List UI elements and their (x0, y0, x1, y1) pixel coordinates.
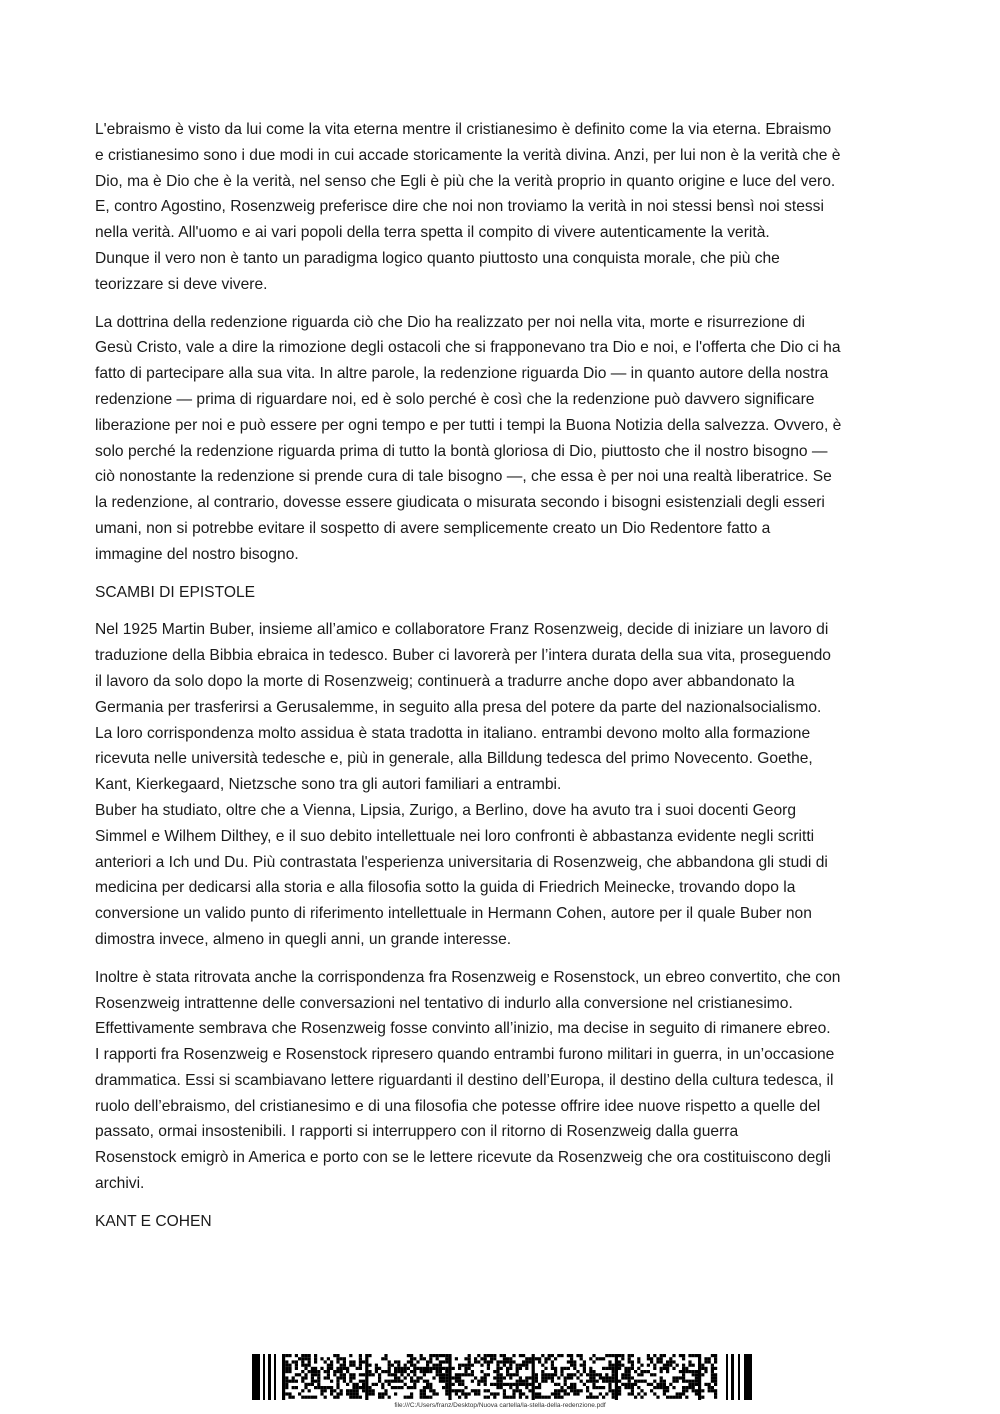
text-line: drammatica. Essi si scambiavano lettere riguardanti il destino dell’Europa, il destino della cultura tedesca, il (95, 1071, 834, 1089)
text-line: solo perché la redenzione riguarda prima di tutto la bontà gloriosa di Dio, piuttosto che il nostro bisogno — (95, 442, 828, 460)
text-line: teorizzare si deve vivere. (95, 275, 268, 293)
text-line: Inoltre è stata ritrovata anche la corrispondenza fra Rosenzweig e Rosenstock, un ebreo convertito, che con (95, 968, 841, 986)
text-line: Rosenzweig intrattenne delle conversazioni nel tentativo di indurlo alla conversione nel cristianesimo. (95, 994, 793, 1012)
paragraph (95, 965, 907, 1197)
text-line: archivi. (95, 1175, 145, 1193)
document-body (95, 117, 907, 1247)
text-line: ruolo dell’ebraismo, del cristianesimo e di una filosofia che potesse offrire idee nuove rispetto a quelle del (95, 1097, 821, 1115)
text-line: Gesù Cristo, vale a dire la rimozione degli ostacoli che si frapponevano tra Dio e noi, e l'offerta che Dio ci ha (95, 339, 841, 357)
text-line: anteriori a Ich und Du. Più contrastata l'esperienza universitaria di Rosenzweig, che abbandona gli studi di (95, 853, 828, 871)
text-line: immagine del nostro bisogno. (95, 545, 299, 563)
text-line: Dunque il vero non è tanto un paradigma logico quanto piuttosto una conquista morale, che più che (95, 249, 780, 267)
text-line: liberazione per noi e può essere per ogni tempo e per tutti i tempi la Buona Notizia della salvezza. Ovvero, è (95, 416, 842, 434)
text-line: Dio, ma è Dio che è la verità, nel senso che Egli è più che la verità proprio in quanto origine e luce del vero. (95, 172, 836, 190)
text-line: fatto di partecipare alla sua vita. In altre parole, la redenzione riguarda Dio — in quanto autore della nostra (95, 365, 829, 383)
text-line: redenzione — prima di riguardare noi, ed è solo perché è così che la redenzione può davvero significare (95, 390, 815, 408)
text-line: Effettivamente sembrava che Rosenzweig fosse convinto all’inizio, ma decise in seguito di rimanere ebreo. (95, 1020, 831, 1038)
text-line: Germania per trasferirsi a Gerusalemme, in seguito alla presa del potere da parte del nazionalsocialismo. (95, 698, 822, 716)
text-line: dimostra invece, almeno in quegli anni, un grande interesse. (95, 930, 512, 948)
file-path: file:///C:/Users/franz/Desktop/Nuova cartella/la-stella-della-redenzione.pdf (394, 1402, 606, 1409)
text-line: ricevuta nelle università tedesche e, più in generale, alla Billdung tedesca del primo Novecento. Goethe, (95, 750, 813, 768)
text-line: umani, non si potrebbe evitare il sospetto di avere semplicemente creato un Dio Redentore fatto a (95, 519, 771, 537)
paragraph (95, 617, 907, 952)
paragraph (95, 310, 907, 568)
text-line: e cristianesimo sono i due modi in cui accade storicamente la verità divina. Anzi, per lui non è la verità che è (95, 146, 841, 164)
text-line: Buber ha studiato, oltre che a Vienna, Lipsia, Zurigo, a Berlino, dove ha avuto tra i suoi docenti Georg (95, 801, 796, 819)
text-line: medicina per dedicarsi alla storia e alla filosofia sotto la guida di Friedrich Meinecke, trovando dopo la (95, 879, 796, 897)
text-line: la redenzione, al contrario, dovesse essere giudicata o misurata secondo i bisogni esistenziali degli esseri (95, 494, 825, 512)
text-line: il lavoro da solo dopo la morte di Rosenzweig; continuerà a tradurre anche dopo aver abbandonato la (95, 672, 795, 690)
barcode-icon (252, 1354, 758, 1400)
text-line: Kant, Kierkegaard, Nietzsche sono tra gli autori familiari a entrambi. (95, 776, 562, 794)
text-line: nella verità. All'uomo e ai vari popoli della terra spetta il compito di vivere autenticamente la verità. (95, 224, 770, 242)
text-line: Nel 1925 Martin Buber, insieme all’amico e collaboratore Franz Rosenzweig, decide di iniziare un lavoro di (95, 621, 829, 639)
text-line: I rapporti fra Rosenzweig e Rosenstock ripresero quando entrambi furono militari in guerra, in un’occasione (95, 1046, 835, 1064)
text-line: passato, ormai insostenibili. I rapporti si interruppero con il ritorno di Rosenzweig dalla guerra (95, 1123, 739, 1141)
text-line: conversione un valido punto di riferimento intellettuale in Hermann Cohen, autore per il quale Buber non (95, 905, 812, 923)
text-line: ciò nonostante la redenzione si prende cura di tale bisogno —, che essa è per noi una realtà liberatrice. Se (95, 468, 832, 486)
text-line: La loro corrispondenza molto assidua è stata tradotta in italiano. entrambi devono molto alla formazione (95, 724, 811, 742)
section-heading: KANT E COHEN (95, 1212, 212, 1230)
paragraph (95, 117, 907, 298)
text-line: Simmel e Wilhem Dilthey, e il suo debito intellettuale nei loro confronti è abbastanza evidente negli scritti (95, 827, 815, 845)
text-line: Rosenstock emigrò in America e porto con se le lettere ricevute da Rosenzweig che ora costituiscono degli (95, 1149, 831, 1167)
text-line: traduzione della Bibbia ebraica in tedesco. Buber ci lavorerà per l’intera durata della sua vita, proseguendo (95, 647, 831, 665)
section-heading: SCAMBI DI EPISTOLE (95, 583, 256, 601)
text-line: L'ebraismo è visto da lui come la vita eterna mentre il cristianesimo è definito come la via eterna. Ebraismo (95, 121, 832, 138)
text-line: E, contro Agostino, Rosenzweig preferisce dire che noi non troviamo la verità in noi stessi bensì noi stessi (95, 198, 824, 216)
text-line: La dottrina della redenzione riguarda ciò che Dio ha realizzato per noi nella vita, morte e risurrezione di (95, 313, 805, 331)
